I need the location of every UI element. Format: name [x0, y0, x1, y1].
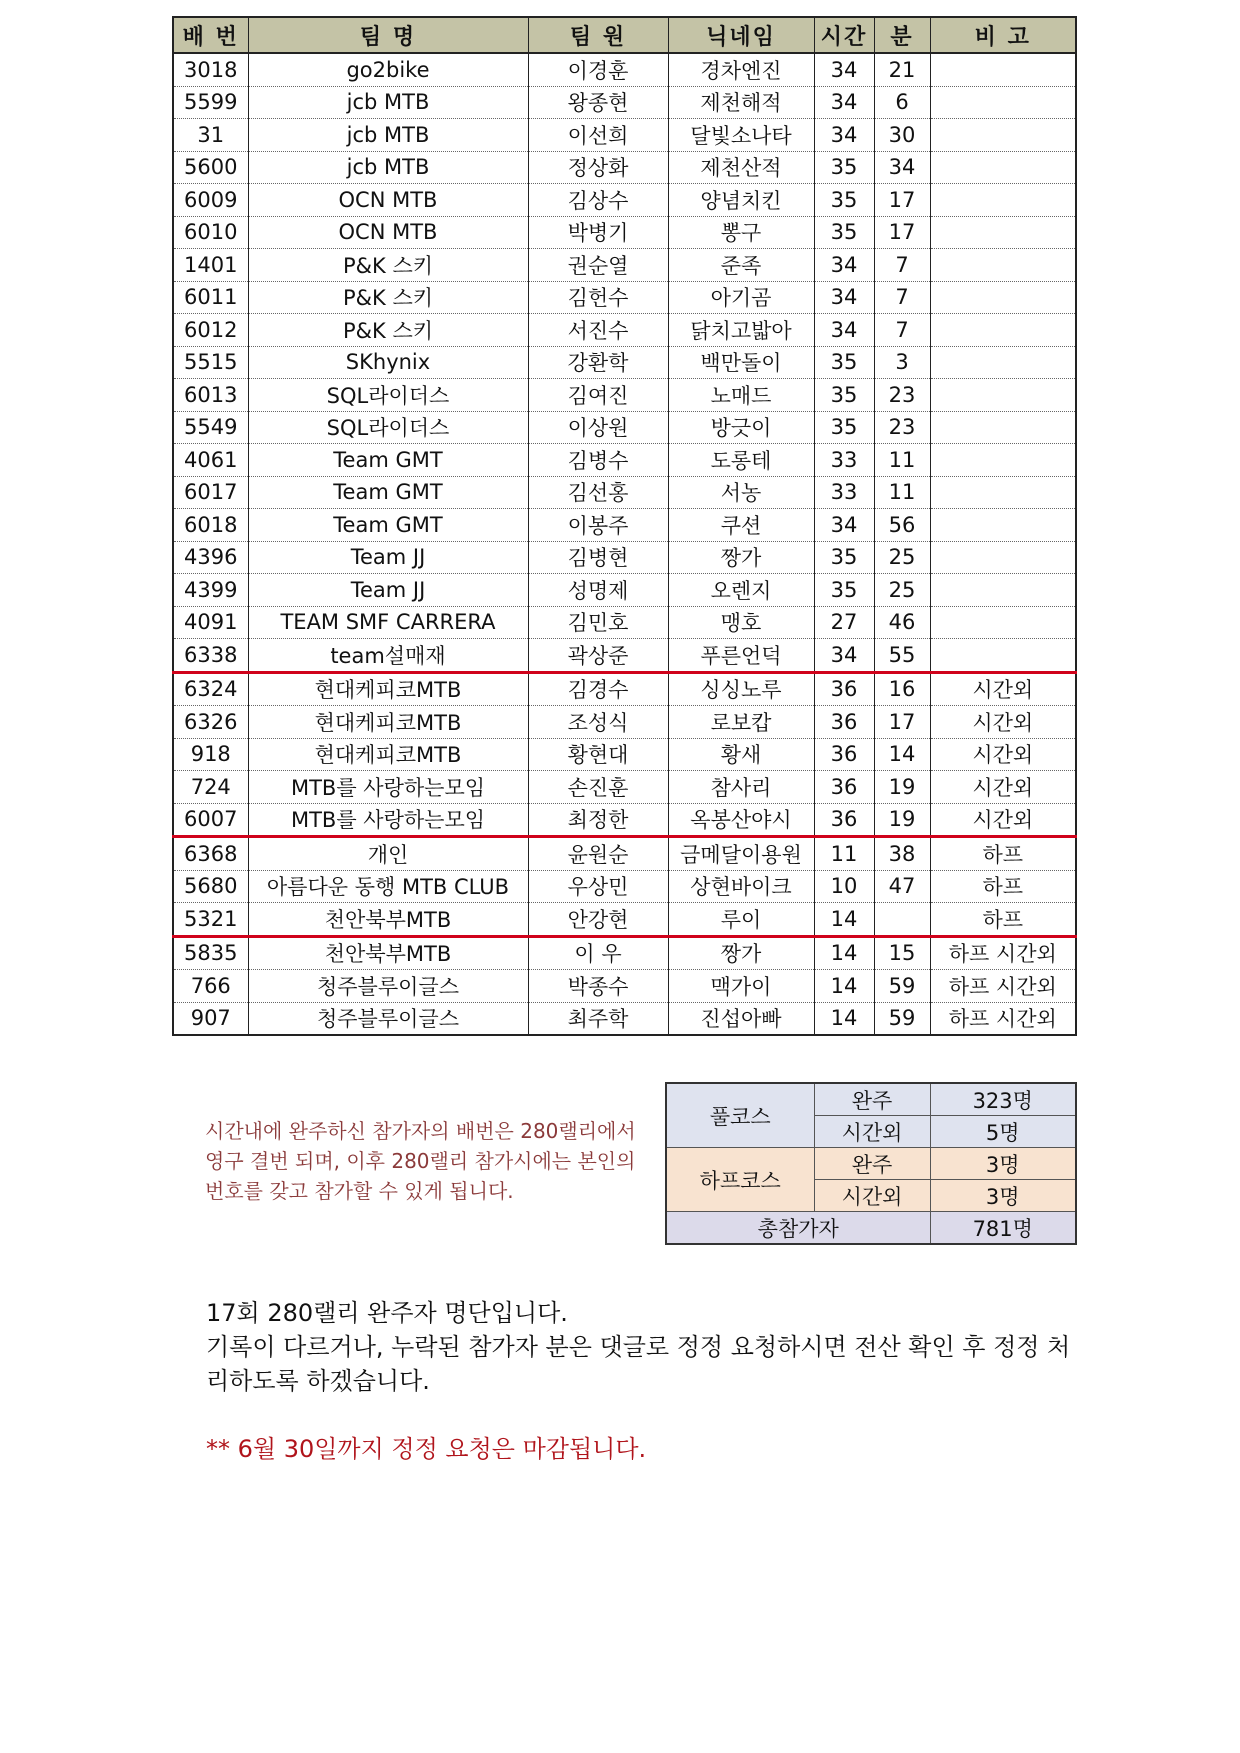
table-row [173, 606, 1076, 639]
table-row [173, 346, 1076, 379]
cell-hour: 10 [814, 870, 874, 903]
cell-note: 하프 시간외 [930, 936, 1076, 970]
cell-team: SQL라이더스 [248, 379, 528, 412]
cell-nickname: 맥가이 [668, 970, 814, 1003]
cell-team: go2bike [248, 53, 528, 86]
cell-team: Team JJ [248, 541, 528, 574]
cell-hour: 35 [814, 411, 874, 444]
cell-nickname: 백만돌이 [668, 346, 814, 379]
full-finished-count: 323명 [930, 1083, 1076, 1116]
cell-member: 권순열 [528, 249, 668, 282]
cell-hour: 14 [814, 970, 874, 1003]
cell-member: 이 우 [528, 936, 668, 970]
cell-bib: 1401 [173, 249, 248, 282]
cell-hour: 11 [814, 837, 874, 871]
col-header-team: 팀 명 [248, 17, 528, 53]
cell-hour: 33 [814, 444, 874, 477]
summary-row [666, 1083, 1076, 1116]
cell-nickname: 짱가 [668, 936, 814, 970]
cell-minute: 17 [874, 216, 930, 249]
cell-hour: 36 [814, 672, 874, 706]
cell-member: 이선희 [528, 119, 668, 152]
cell-bib: 5549 [173, 411, 248, 444]
cell-bib: 5600 [173, 151, 248, 184]
cell-nickname: 제천산적 [668, 151, 814, 184]
half-finished-count: 3명 [930, 1148, 1076, 1180]
cell-member: 박병기 [528, 216, 668, 249]
cell-hour: 34 [814, 53, 874, 86]
cell-bib: 5680 [173, 870, 248, 903]
cell-team: MTB를 사랑하는모임 [248, 771, 528, 804]
cell-team: 천안북부MTB [248, 903, 528, 937]
cell-nickname: 진섭아빠 [668, 1002, 814, 1035]
cell-team: Team GMT [248, 509, 528, 542]
cell-hour: 34 [814, 314, 874, 347]
half-overtime-label: 시간외 [814, 1180, 930, 1212]
cell-team: team설매재 [248, 639, 528, 673]
cell-member: 김상수 [528, 184, 668, 217]
cell-bib: 6013 [173, 379, 248, 412]
table-row [173, 639, 1076, 673]
cell-minute: 34 [874, 151, 930, 184]
cell-minute: 46 [874, 606, 930, 639]
cell-bib: 6326 [173, 706, 248, 739]
cell-hour: 34 [814, 86, 874, 119]
cell-bib: 5599 [173, 86, 248, 119]
table-row [173, 672, 1076, 706]
cell-note [930, 151, 1076, 184]
cell-bib: 6009 [173, 184, 248, 217]
table-row [173, 541, 1076, 574]
cell-team: 청주블루이글스 [248, 970, 528, 1003]
cell-bib: 918 [173, 738, 248, 771]
col-header-bib: 배 번 [173, 17, 248, 53]
cell-bib: 4399 [173, 574, 248, 607]
cell-member: 김병수 [528, 444, 668, 477]
cell-member: 조성식 [528, 706, 668, 739]
cell-member: 최정한 [528, 803, 668, 837]
cell-note [930, 606, 1076, 639]
cell-minute: 25 [874, 574, 930, 607]
cell-hour: 35 [814, 346, 874, 379]
table-row [173, 249, 1076, 282]
cell-nickname: 아기곰 [668, 281, 814, 314]
cell-note [930, 476, 1076, 509]
table-row [173, 970, 1076, 1003]
cell-team: 현대케피코MTB [248, 706, 528, 739]
cell-hour: 27 [814, 606, 874, 639]
half-overtime-count: 3명 [930, 1180, 1076, 1212]
cell-nickname: 닭치고밟아 [668, 314, 814, 347]
cell-team: OCN MTB [248, 216, 528, 249]
cell-team: SKhynix [248, 346, 528, 379]
col-header-member: 팀 원 [528, 17, 668, 53]
cell-member: 김헌수 [528, 281, 668, 314]
cell-minute: 56 [874, 509, 930, 542]
table-row [173, 476, 1076, 509]
cell-minute: 55 [874, 639, 930, 673]
cell-minute: 7 [874, 281, 930, 314]
cell-team: 천안북부MTB [248, 936, 528, 970]
cell-nickname: 준족 [668, 249, 814, 282]
cell-hour: 33 [814, 476, 874, 509]
cell-nickname: 싱싱노루 [668, 672, 814, 706]
cell-member: 황현대 [528, 738, 668, 771]
cell-bib: 6368 [173, 837, 248, 871]
cell-member: 정상화 [528, 151, 668, 184]
cell-bib: 6012 [173, 314, 248, 347]
cell-note: 시간외 [930, 771, 1076, 804]
table-row [173, 574, 1076, 607]
notice-block [206, 1296, 1086, 1466]
cell-minute: 30 [874, 119, 930, 152]
total-count: 781명 [930, 1212, 1076, 1245]
cell-member: 이경훈 [528, 53, 668, 86]
cell-bib: 4091 [173, 606, 248, 639]
cell-bib: 6017 [173, 476, 248, 509]
cell-member: 서진수 [528, 314, 668, 347]
cell-team: MTB를 사랑하는모임 [248, 803, 528, 837]
cell-nickname: 경차엔진 [668, 53, 814, 86]
cell-team: P&K 스키 [248, 314, 528, 347]
cell-bib: 907 [173, 1002, 248, 1035]
cell-note [930, 184, 1076, 217]
cell-nickname: 루이 [668, 903, 814, 937]
cell-bib: 6018 [173, 509, 248, 542]
results-body [173, 53, 1076, 1035]
cell-bib: 6011 [173, 281, 248, 314]
cell-note: 하프 시간외 [930, 970, 1076, 1003]
cell-bib: 5835 [173, 936, 248, 970]
cell-member: 김민호 [528, 606, 668, 639]
cell-bib: 724 [173, 771, 248, 804]
full-overtime-label: 시간외 [814, 1116, 930, 1148]
cell-bib: 31 [173, 119, 248, 152]
cell-note [930, 249, 1076, 282]
cell-note [930, 86, 1076, 119]
cell-bib: 6010 [173, 216, 248, 249]
cell-nickname: 참사리 [668, 771, 814, 804]
cell-note [930, 541, 1076, 574]
table-row [173, 119, 1076, 152]
cell-bib: 6324 [173, 672, 248, 706]
table-row [173, 738, 1076, 771]
cell-nickname: 상현바이크 [668, 870, 814, 903]
table-row [173, 903, 1076, 937]
cell-hour: 36 [814, 738, 874, 771]
cell-note [930, 379, 1076, 412]
cell-member: 손진훈 [528, 771, 668, 804]
table-row [173, 314, 1076, 347]
cell-member: 이봉주 [528, 509, 668, 542]
cell-minute: 23 [874, 379, 930, 412]
cell-nickname: 옥봉산야시 [668, 803, 814, 837]
cell-member: 김병현 [528, 541, 668, 574]
col-header-minute: 분 [874, 17, 930, 53]
cell-bib: 6007 [173, 803, 248, 837]
cell-nickname: 도롱테 [668, 444, 814, 477]
cell-team: jcb MTB [248, 86, 528, 119]
cell-nickname: 금메달이용원 [668, 837, 814, 871]
cell-note [930, 509, 1076, 542]
cell-minute: 11 [874, 444, 930, 477]
total-label: 총참가자 [666, 1212, 930, 1245]
cell-minute: 7 [874, 314, 930, 347]
cell-hour: 14 [814, 903, 874, 937]
results-table [172, 16, 1077, 1036]
notice-title: 17회 280랠리 완주자 명단입니다. [206, 1299, 568, 1327]
cell-team: 아름다운 동행 MTB CLUB [248, 870, 528, 903]
cell-note: 시간외 [930, 706, 1076, 739]
cell-hour: 35 [814, 574, 874, 607]
cell-team: P&K 스키 [248, 281, 528, 314]
cell-member: 강환학 [528, 346, 668, 379]
half-course-label: 하프코스 [666, 1148, 814, 1212]
cell-hour: 34 [814, 509, 874, 542]
cell-note [930, 444, 1076, 477]
cell-hour: 36 [814, 803, 874, 837]
cell-nickname: 방긋이 [668, 411, 814, 444]
cell-nickname: 양념치킨 [668, 184, 814, 217]
table-row [173, 706, 1076, 739]
table-row [173, 837, 1076, 871]
cell-note [930, 119, 1076, 152]
cell-team: TEAM SMF CARRERA [248, 606, 528, 639]
cell-hour: 34 [814, 639, 874, 673]
cell-minute: 14 [874, 738, 930, 771]
col-header-hour: 시간 [814, 17, 874, 53]
cell-bib: 5321 [173, 903, 248, 937]
cell-note [930, 639, 1076, 673]
cell-nickname: 맹호 [668, 606, 814, 639]
cell-minute: 11 [874, 476, 930, 509]
cell-minute: 59 [874, 970, 930, 1003]
cell-member: 이상원 [528, 411, 668, 444]
table-row [173, 803, 1076, 837]
table-row [173, 1002, 1076, 1035]
cell-bib: 766 [173, 970, 248, 1003]
col-header-nickname: 닉네임 [668, 17, 814, 53]
table-row [173, 444, 1076, 477]
cell-minute: 19 [874, 803, 930, 837]
cell-bib: 3018 [173, 53, 248, 86]
table-row [173, 509, 1076, 542]
cell-note: 시간외 [930, 803, 1076, 837]
cell-member: 윤원순 [528, 837, 668, 871]
cell-note: 하프 시간외 [930, 1002, 1076, 1035]
full-finished-label: 완주 [814, 1083, 930, 1116]
half-finished-label: 완주 [814, 1148, 930, 1180]
cell-member: 김선홍 [528, 476, 668, 509]
cell-bib: 6338 [173, 639, 248, 673]
table-row [173, 771, 1076, 804]
notice-instruction: 기록이 다르거나, 누락된 참가자 분은 댓글로 정정 요청하시면 전산 확인 후 정정 처리하도록 하겠습니다. [206, 1333, 1071, 1395]
table-row [173, 870, 1076, 903]
cell-member: 김경수 [528, 672, 668, 706]
cell-hour: 35 [814, 541, 874, 574]
cell-minute: 25 [874, 541, 930, 574]
cell-hour: 34 [814, 249, 874, 282]
summary-table [665, 1082, 1077, 1245]
cell-note: 시간외 [930, 738, 1076, 771]
cell-team: 청주블루이글스 [248, 1002, 528, 1035]
cell-note: 하프 [930, 903, 1076, 937]
cell-team: Team GMT [248, 444, 528, 477]
cell-member: 박종수 [528, 970, 668, 1003]
cell-note [930, 346, 1076, 379]
cell-team: Team JJ [248, 574, 528, 607]
cell-note [930, 216, 1076, 249]
cell-minute: 17 [874, 706, 930, 739]
cell-nickname: 제천해적 [668, 86, 814, 119]
cell-minute: 15 [874, 936, 930, 970]
cell-team: 개인 [248, 837, 528, 871]
cell-nickname: 오렌지 [668, 574, 814, 607]
cell-hour: 35 [814, 379, 874, 412]
cell-nickname: 노매드 [668, 379, 814, 412]
cell-nickname: 달빛소나타 [668, 119, 814, 152]
full-course-label: 풀코스 [666, 1083, 814, 1148]
cell-team: 현대케피코MTB [248, 672, 528, 706]
cell-nickname: 푸른언덕 [668, 639, 814, 673]
cell-member: 왕종현 [528, 86, 668, 119]
cell-hour: 14 [814, 1002, 874, 1035]
cell-note [930, 53, 1076, 86]
cell-hour: 34 [814, 119, 874, 152]
cell-hour: 34 [814, 281, 874, 314]
cell-note [930, 574, 1076, 607]
cell-nickname: 짱가 [668, 541, 814, 574]
cell-minute: 16 [874, 672, 930, 706]
table-row [173, 216, 1076, 249]
bib-retirement-note: 시간내에 완주하신 참가자의 배번은 280랠리에서 영구 결번 되며, 이후 280랠리 참가시에는 본인의 번호를 갖고 참가할 수 있게 됩니다. [205, 1119, 636, 1203]
table-row [173, 936, 1076, 970]
cell-member: 곽상준 [528, 639, 668, 673]
cell-nickname: 황새 [668, 738, 814, 771]
cell-minute: 3 [874, 346, 930, 379]
table-row [173, 379, 1076, 412]
cell-bib: 4396 [173, 541, 248, 574]
cell-minute: 59 [874, 1002, 930, 1035]
cell-hour: 14 [814, 936, 874, 970]
summary-row [666, 1148, 1076, 1180]
table-row [173, 184, 1076, 217]
cell-minute: 7 [874, 249, 930, 282]
cell-hour: 36 [814, 771, 874, 804]
cell-note: 하프 [930, 837, 1076, 871]
cell-hour: 35 [814, 184, 874, 217]
cell-team: jcb MTB [248, 151, 528, 184]
cell-minute: 21 [874, 53, 930, 86]
cell-team: Team GMT [248, 476, 528, 509]
cell-hour: 35 [814, 151, 874, 184]
cell-team: OCN MTB [248, 184, 528, 217]
full-overtime-count: 5명 [930, 1116, 1076, 1148]
col-header-note: 비 고 [930, 17, 1076, 53]
cell-member: 우상민 [528, 870, 668, 903]
cell-note [930, 411, 1076, 444]
cell-member: 김여진 [528, 379, 668, 412]
table-row [173, 53, 1076, 86]
header-row [173, 17, 1076, 53]
cell-minute [874, 903, 930, 937]
cell-note: 하프 [930, 870, 1076, 903]
cell-minute: 23 [874, 411, 930, 444]
cell-minute: 38 [874, 837, 930, 871]
table-row [173, 151, 1076, 184]
cell-team: jcb MTB [248, 119, 528, 152]
cell-member: 안강현 [528, 903, 668, 937]
cell-hour: 35 [814, 216, 874, 249]
cell-nickname: 쿠션 [668, 509, 814, 542]
table-row [173, 411, 1076, 444]
cell-team: SQL라이더스 [248, 411, 528, 444]
cell-minute: 47 [874, 870, 930, 903]
cell-hour: 36 [814, 706, 874, 739]
summary-row [666, 1212, 1076, 1245]
table-row [173, 281, 1076, 314]
cell-minute: 17 [874, 184, 930, 217]
cell-nickname: 서농 [668, 476, 814, 509]
cell-nickname: 뽕구 [668, 216, 814, 249]
table-row [173, 86, 1076, 119]
cell-minute: 19 [874, 771, 930, 804]
cell-bib: 5515 [173, 346, 248, 379]
cell-nickname: 로보캅 [668, 706, 814, 739]
cell-note [930, 314, 1076, 347]
notice-deadline: ** 6월 30일까지 정정 요청은 마감됩니다. [206, 1435, 647, 1463]
cell-member: 최주학 [528, 1002, 668, 1035]
cell-team: P&K 스키 [248, 249, 528, 282]
cell-note [930, 281, 1076, 314]
cell-member: 성명제 [528, 574, 668, 607]
cell-bib: 4061 [173, 444, 248, 477]
cell-note: 시간외 [930, 672, 1076, 706]
cell-minute: 6 [874, 86, 930, 119]
cell-team: 현대케피코MTB [248, 738, 528, 771]
